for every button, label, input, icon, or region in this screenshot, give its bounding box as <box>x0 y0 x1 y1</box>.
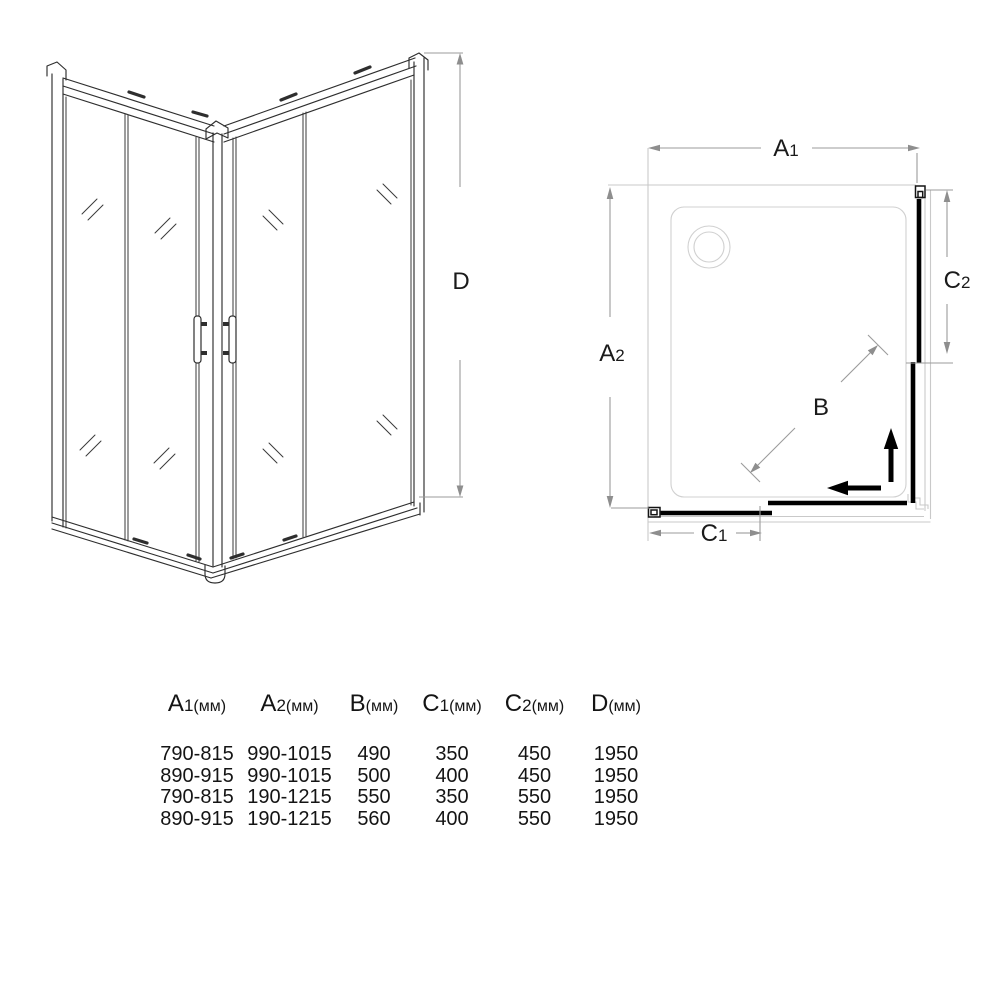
table-cell: 1950 <box>593 764 639 787</box>
table-header-b: B(мм) <box>349 690 399 717</box>
corner-post-foot <box>205 565 225 583</box>
door-direction-arrows <box>827 428 898 495</box>
table-cell: 400 <box>435 764 469 787</box>
left-wall-profile-cap <box>47 62 66 80</box>
table-header-a2: A2(мм) <box>260 690 319 717</box>
table-header-a1: A1(мм) <box>167 690 227 717</box>
dimension-table-grid <box>152 691 656 831</box>
table-cell: 490 <box>357 743 391 765</box>
table-cell: 450 <box>517 764 552 787</box>
table-cell: 190-1215 <box>247 786 332 809</box>
left-door-handle <box>194 316 201 363</box>
dim-c1-label: C1 <box>700 520 728 547</box>
table-header-d: D(мм) <box>591 690 641 717</box>
table-row <box>152 787 656 809</box>
dim-d-label: D <box>452 268 470 295</box>
table-cell: 190-1215 <box>247 808 332 831</box>
table-cell: 1950 <box>593 786 639 809</box>
dim-b <box>741 335 888 482</box>
corner-post-cap <box>206 121 228 139</box>
table-header-row <box>152 691 656 744</box>
table-cell: 550 <box>517 786 552 809</box>
dim-b-label: B <box>812 394 830 421</box>
table-row <box>152 744 656 766</box>
table-cell: 500 <box>357 764 391 787</box>
dim-c2 <box>906 190 970 363</box>
left-top-rail <box>63 78 214 126</box>
table-cell: 350 <box>435 743 469 765</box>
table-cell: 550 <box>357 786 391 809</box>
iso-view-svg <box>30 30 480 610</box>
dim-d-arrow-up <box>457 53 464 65</box>
table-cell: 350 <box>435 786 469 809</box>
iso-roller-brackets <box>129 67 370 559</box>
table-cell: 990-1015 <box>247 764 332 787</box>
left-bottom-rail <box>52 517 213 567</box>
door-arrow-up <box>884 428 898 482</box>
dim-a1 <box>648 135 920 183</box>
table-row <box>152 809 656 831</box>
table-cell: 1950 <box>593 743 639 765</box>
iso-left-wall <box>47 62 214 578</box>
wall-profile-bottom-left <box>649 508 661 518</box>
dim-a2-label: A2 <box>599 340 625 367</box>
dim-a2 <box>599 187 649 508</box>
right-top-rail <box>224 58 415 126</box>
door-arrow-left <box>827 481 881 495</box>
table-cell: 890-915 <box>160 808 234 831</box>
right-bottom-rail <box>213 502 414 567</box>
table-cell: 550 <box>517 808 552 831</box>
iso-door-handles <box>194 316 236 363</box>
drain-inner-circle <box>694 232 724 262</box>
plan-glass-panels <box>660 199 919 513</box>
table-cell: 450 <box>517 743 552 765</box>
dim-d-arrow-down <box>457 486 464 498</box>
dim-d <box>419 53 470 497</box>
table-header-c1: C1(мм) <box>422 690 482 717</box>
plan-wall-profiles <box>649 186 926 517</box>
table-cell: 990-1015 <box>247 743 332 765</box>
dim-a1-label: A1 <box>773 135 799 162</box>
table-cell: 790-815 <box>160 786 234 809</box>
iso-right-wall <box>211 53 428 578</box>
table-cell: 890-915 <box>160 764 234 787</box>
table-row <box>152 766 656 788</box>
table-header-c2: C2(мм) <box>504 690 565 717</box>
table-cell: 1950 <box>593 808 639 831</box>
dim-c2-label: C2 <box>943 267 971 294</box>
plan-view-svg <box>580 110 1000 590</box>
table-cell: 560 <box>357 808 391 831</box>
right-door-handle <box>229 316 236 363</box>
dimension-table <box>152 691 656 831</box>
table-cell: 400 <box>435 808 469 831</box>
table-cell: 790-815 <box>160 743 234 765</box>
